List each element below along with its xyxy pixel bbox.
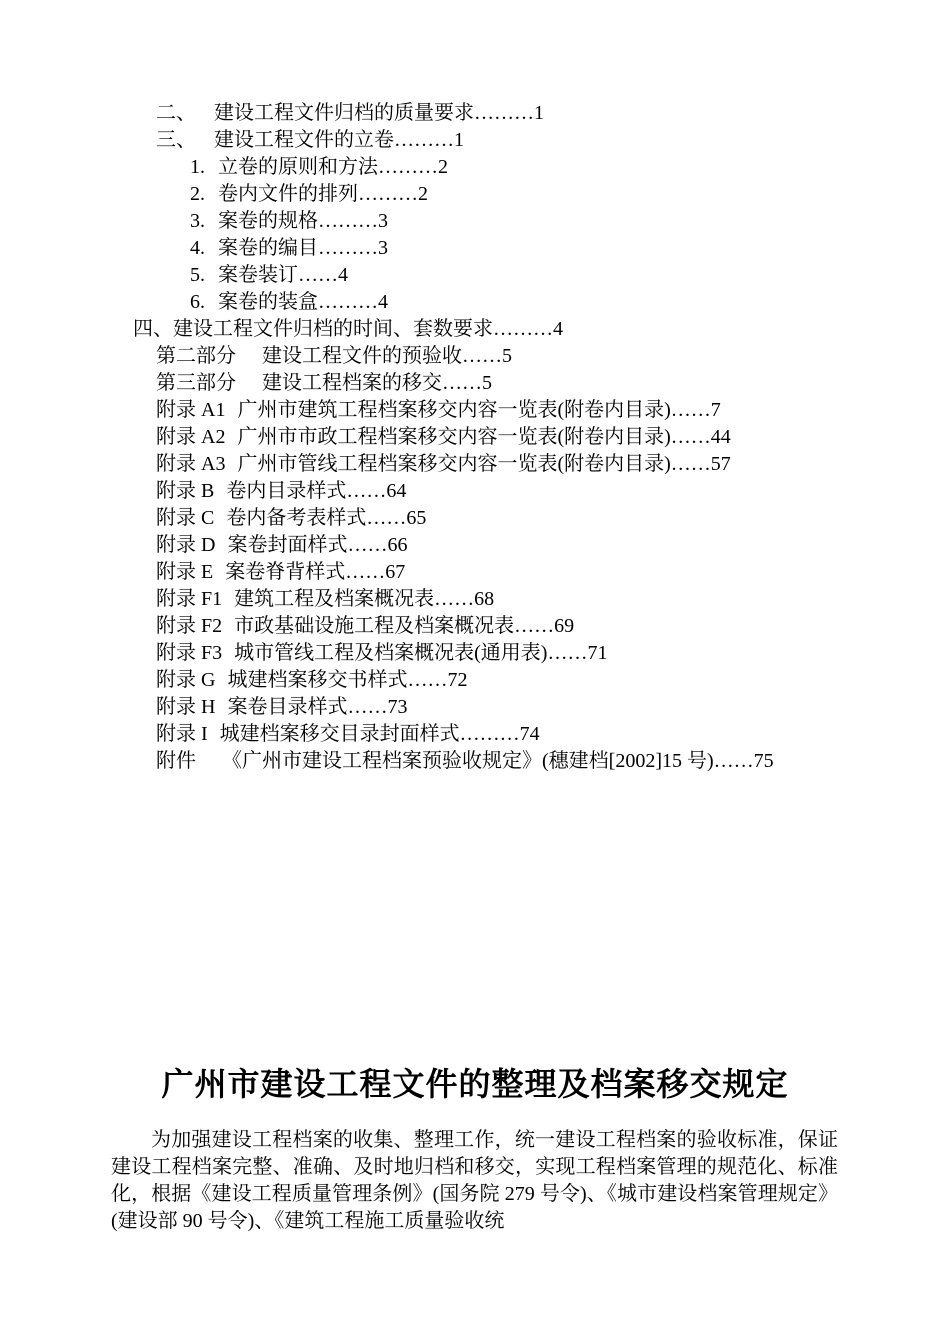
- toc-item-text: 案卷的装盒………4: [218, 291, 388, 313]
- toc-item-number: 附录 A1: [156, 399, 226, 421]
- toc-item-number: 6.: [190, 291, 205, 313]
- toc-item-number: 附录 A2: [156, 426, 226, 448]
- toc-item-text: 案卷的规格………3: [218, 210, 388, 232]
- toc-appendix-d[interactable]: [0, 532, 950, 559]
- toc-item-number: 3.: [190, 210, 205, 232]
- toc-appendix-e[interactable]: [0, 559, 950, 586]
- toc-item-3-4[interactable]: [0, 235, 950, 262]
- toc-appendix-g[interactable]: [0, 667, 950, 694]
- toc-part-2[interactable]: [0, 343, 950, 370]
- toc-item-text: 案卷装订……4: [218, 264, 348, 286]
- toc-appendix-a3[interactable]: [0, 451, 950, 478]
- toc-item-text: 建筑工程及档案概况表……68: [234, 588, 495, 610]
- toc-item-number: 2.: [190, 183, 205, 205]
- toc-item-text: 案卷脊背样式……67: [225, 561, 406, 583]
- toc-item-text: 卷内文件的排列………2: [218, 183, 428, 205]
- toc-item-text: 建设工程文件的立卷………1: [214, 129, 464, 151]
- toc-item-text: 广州市建筑工程档案移交内容一览表(附卷内目录)……7: [237, 399, 721, 421]
- toc-appendix-a1[interactable]: [0, 397, 950, 424]
- toc-item-number: 1.: [190, 156, 205, 178]
- toc-item-text: 案卷的编目………3: [218, 237, 388, 259]
- toc-item-number: 附录 H: [156, 696, 216, 718]
- toc-appendix-f2[interactable]: [0, 613, 950, 640]
- toc-item-number: 附件: [156, 750, 196, 772]
- toc-item-number: 第三部分: [156, 372, 236, 394]
- toc-item-number: 附录 D: [156, 534, 216, 556]
- toc-appendix-h[interactable]: [0, 694, 950, 721]
- toc-item-number: 附录 C: [156, 507, 215, 529]
- toc-item-3-2[interactable]: [0, 181, 950, 208]
- toc-item-2[interactable]: [0, 100, 950, 127]
- toc-item-number: 5.: [190, 264, 205, 286]
- toc-item-text: 建设工程档案的移交……5: [262, 372, 492, 394]
- toc-item-text: 卷内备考表样式……65: [226, 507, 427, 529]
- toc-item-3-3[interactable]: [0, 208, 950, 235]
- toc-item-number: 附录 F2: [156, 615, 223, 637]
- toc-item-text: 市政基础设施工程及档案概况表……69: [234, 615, 575, 637]
- toc-attachment[interactable]: [0, 748, 950, 775]
- toc-appendix-a2[interactable]: [0, 424, 950, 451]
- toc-item-number: 附录 I: [156, 723, 208, 745]
- toc-item-number: 附录 G: [156, 669, 216, 691]
- toc-item-text: 案卷封面样式……66: [227, 534, 408, 556]
- toc-item-number: 三、: [156, 129, 196, 151]
- toc-item-text: 卷内目录样式……64: [226, 480, 407, 502]
- toc-item-number: 4.: [190, 237, 205, 259]
- toc-appendix-f1[interactable]: [0, 586, 950, 613]
- toc-item-text: 城建档案移交目录封面样式………74: [219, 723, 540, 745]
- toc-appendix-b[interactable]: [0, 478, 950, 505]
- toc-appendix-c[interactable]: [0, 505, 950, 532]
- toc-item-text: 四、建设工程文件归档的时间、套数要求………4: [133, 318, 563, 340]
- toc-item-text: 建设工程文件归档的质量要求………1: [214, 102, 544, 124]
- toc-appendix-i[interactable]: [0, 721, 950, 748]
- toc-item-number: 附录 B: [156, 480, 215, 502]
- toc-item-4[interactable]: [0, 316, 950, 343]
- toc-item-3-5[interactable]: [0, 262, 950, 289]
- document-title: 广州市建设工程文件的整理及档案移交规定: [161, 1065, 789, 1103]
- toc-item-text: 立卷的原则和方法………2: [218, 156, 448, 178]
- toc-item-3-1[interactable]: [0, 154, 950, 181]
- toc-item-number: 附录 F3: [156, 642, 223, 664]
- toc-item-number: 第二部分: [156, 345, 236, 367]
- toc-item-text: 广州市市政工程档案移交内容一览表(附卷内目录)……44: [237, 426, 731, 448]
- toc-item-3[interactable]: [0, 127, 950, 154]
- toc-item-text: 城市管线工程及档案概况表(通用表)……71: [234, 642, 608, 664]
- toc-item-text: 城建档案移交书样式……72: [227, 669, 468, 691]
- toc-appendix-f3[interactable]: [0, 640, 950, 667]
- toc-item-text: 《广州市建设工程档案预验收规定》(穗建档[2002]15 号)……75: [222, 750, 774, 772]
- toc-item-number: 附录 F1: [156, 588, 223, 610]
- toc-item-number: 二、: [156, 102, 196, 124]
- toc-item-number: 附录 E: [156, 561, 214, 583]
- table-of-contents: [0, 100, 950, 775]
- toc-part-3[interactable]: [0, 370, 950, 397]
- toc-item-3-6[interactable]: [0, 289, 950, 316]
- toc-item-number: 附录 A3: [156, 453, 226, 475]
- toc-item-text: 广州市管线工程档案移交内容一览表(附卷内目录)……57: [237, 453, 731, 475]
- toc-item-text: 建设工程文件的预验收……5: [262, 345, 512, 367]
- toc-item-text: 案卷目录样式……73: [227, 696, 408, 718]
- body-paragraph: 为加强建设工程档案的收集、整理工作，统一建设工程档案的验收标准，保证建设工程档案完整、准确、及时地归档和移交，实现工程档案管理的规范化、标准化，根据《建设工程质量管理条例》(国务院 279 号令)、《城市建设档案管理规定》(建设部 90 号令)、《建筑工程施工质量验收统: [111, 1129, 838, 1232]
